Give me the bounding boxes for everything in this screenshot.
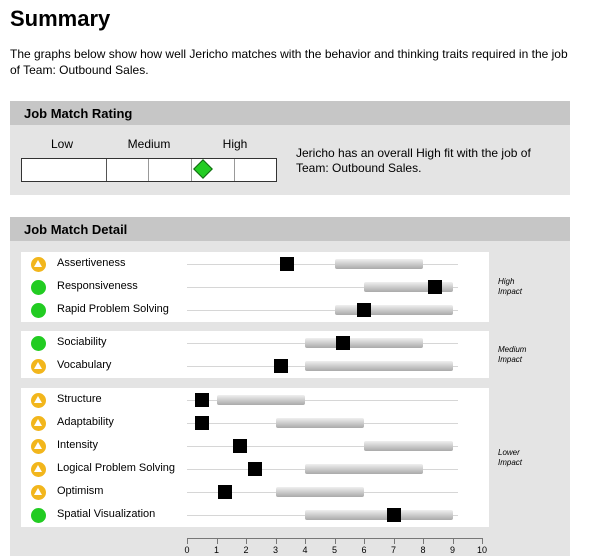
match-circle-icon [31, 280, 46, 295]
trait-range-bar [217, 395, 306, 405]
x-axis-tick [394, 538, 395, 544]
trait-range-bar [305, 338, 423, 348]
caution-triangle-icon [31, 439, 46, 454]
x-axis-tick [364, 538, 365, 544]
x-axis-tick-label: 8 [420, 545, 426, 555]
rating-divider [234, 159, 235, 181]
trait-score-marker [233, 439, 247, 453]
trait-score-marker [218, 485, 232, 499]
rating-divider [148, 159, 149, 181]
trait-label: Sociability [57, 336, 107, 348]
caution-triangle-icon [31, 462, 46, 477]
trait-label: Intensity [57, 439, 98, 451]
trait-range-bar [305, 464, 423, 474]
x-axis-tick-label: 1 [213, 545, 220, 555]
trait-score-marker [428, 280, 442, 294]
job-match-rating-header: Job Match Rating [10, 101, 570, 125]
trait-score-marker [274, 359, 288, 373]
trait-range-bar [276, 418, 365, 428]
trait-range-bar [335, 259, 424, 269]
trait-score-marker [195, 393, 209, 407]
scale-label-low: Low [50, 137, 74, 151]
trait-range-bar [305, 510, 453, 520]
rating-summary: Jericho has an overall High fit with the job of Team: Outbound Sales. [296, 146, 531, 175]
trait-label: Vocabulary [57, 359, 112, 371]
trait-label: Adaptability [57, 416, 114, 428]
x-axis-tick-label: 2 [243, 545, 249, 555]
rating-marker-diamond [193, 159, 213, 179]
x-axis-tick [276, 538, 277, 544]
trait-label: Spatial Visualization [57, 508, 156, 520]
caution-triangle-icon [31, 416, 46, 431]
trait-label: Assertiveness [57, 257, 126, 269]
trait-range-bar [305, 361, 453, 371]
match-circle-icon [31, 336, 46, 351]
caution-triangle-icon [31, 359, 46, 374]
match-circle-icon [31, 303, 46, 318]
trait-score-marker [387, 508, 401, 522]
x-axis-tick-label: 9 [449, 545, 456, 555]
x-axis-tick-label: 0 [184, 545, 190, 555]
x-axis-tick [246, 538, 247, 544]
trait-range-bar [335, 305, 453, 315]
x-axis-tick-label: 7 [390, 545, 397, 555]
intro-text: The graphs below show how well Jericho matches with the behavior and thinking traits required in the job of Team: Outbound Sales. [10, 47, 568, 77]
rating-bar [21, 158, 277, 182]
x-axis-tick [335, 538, 336, 544]
caution-triangle-icon [31, 485, 46, 500]
trait-label: Logical Problem Solving [57, 462, 176, 474]
x-axis-tick [482, 538, 483, 544]
trait-label: Optimism [57, 485, 104, 497]
trait-score-marker [248, 462, 262, 476]
trait-score-marker [357, 303, 371, 317]
x-axis-tick [453, 538, 454, 544]
caution-triangle-icon [31, 393, 46, 408]
caution-triangle-icon [31, 257, 46, 272]
trait-score-marker [195, 416, 209, 430]
x-axis-tick [423, 538, 424, 544]
rating-divider [191, 159, 192, 181]
x-axis-tick-label: 5 [331, 545, 338, 555]
scale-label-medium: Medium [127, 137, 171, 151]
impact-label: High Impact [498, 277, 523, 296]
trait-score-marker [280, 257, 294, 271]
x-axis-tick-label: 10 [476, 545, 488, 555]
trait-label: Structure [57, 393, 102, 405]
x-axis-tick-label: 4 [302, 545, 308, 555]
impact-label: Lower Impact [498, 447, 523, 467]
x-axis-tick-label: 3 [272, 545, 279, 555]
trait-label: Rapid Problem Solving [57, 303, 169, 315]
x-axis-tick [187, 538, 188, 544]
job-match-detail-header: Job Match Detail [10, 217, 570, 241]
trait-group-box [21, 388, 489, 527]
x-axis-tick [217, 538, 218, 544]
impact-label: Medium Impact [498, 344, 527, 364]
trait-range-bar [276, 487, 365, 497]
trait-label: Responsiveness [57, 280, 138, 292]
x-axis-tick-label: 6 [361, 545, 367, 555]
scale-label-high: High [222, 137, 248, 151]
x-axis-tick [305, 538, 306, 544]
page-title: Summary [10, 6, 111, 31]
match-circle-icon [31, 508, 46, 523]
rating-divider [106, 159, 107, 181]
trait-score-marker [336, 336, 350, 350]
trait-range-bar [364, 441, 453, 451]
